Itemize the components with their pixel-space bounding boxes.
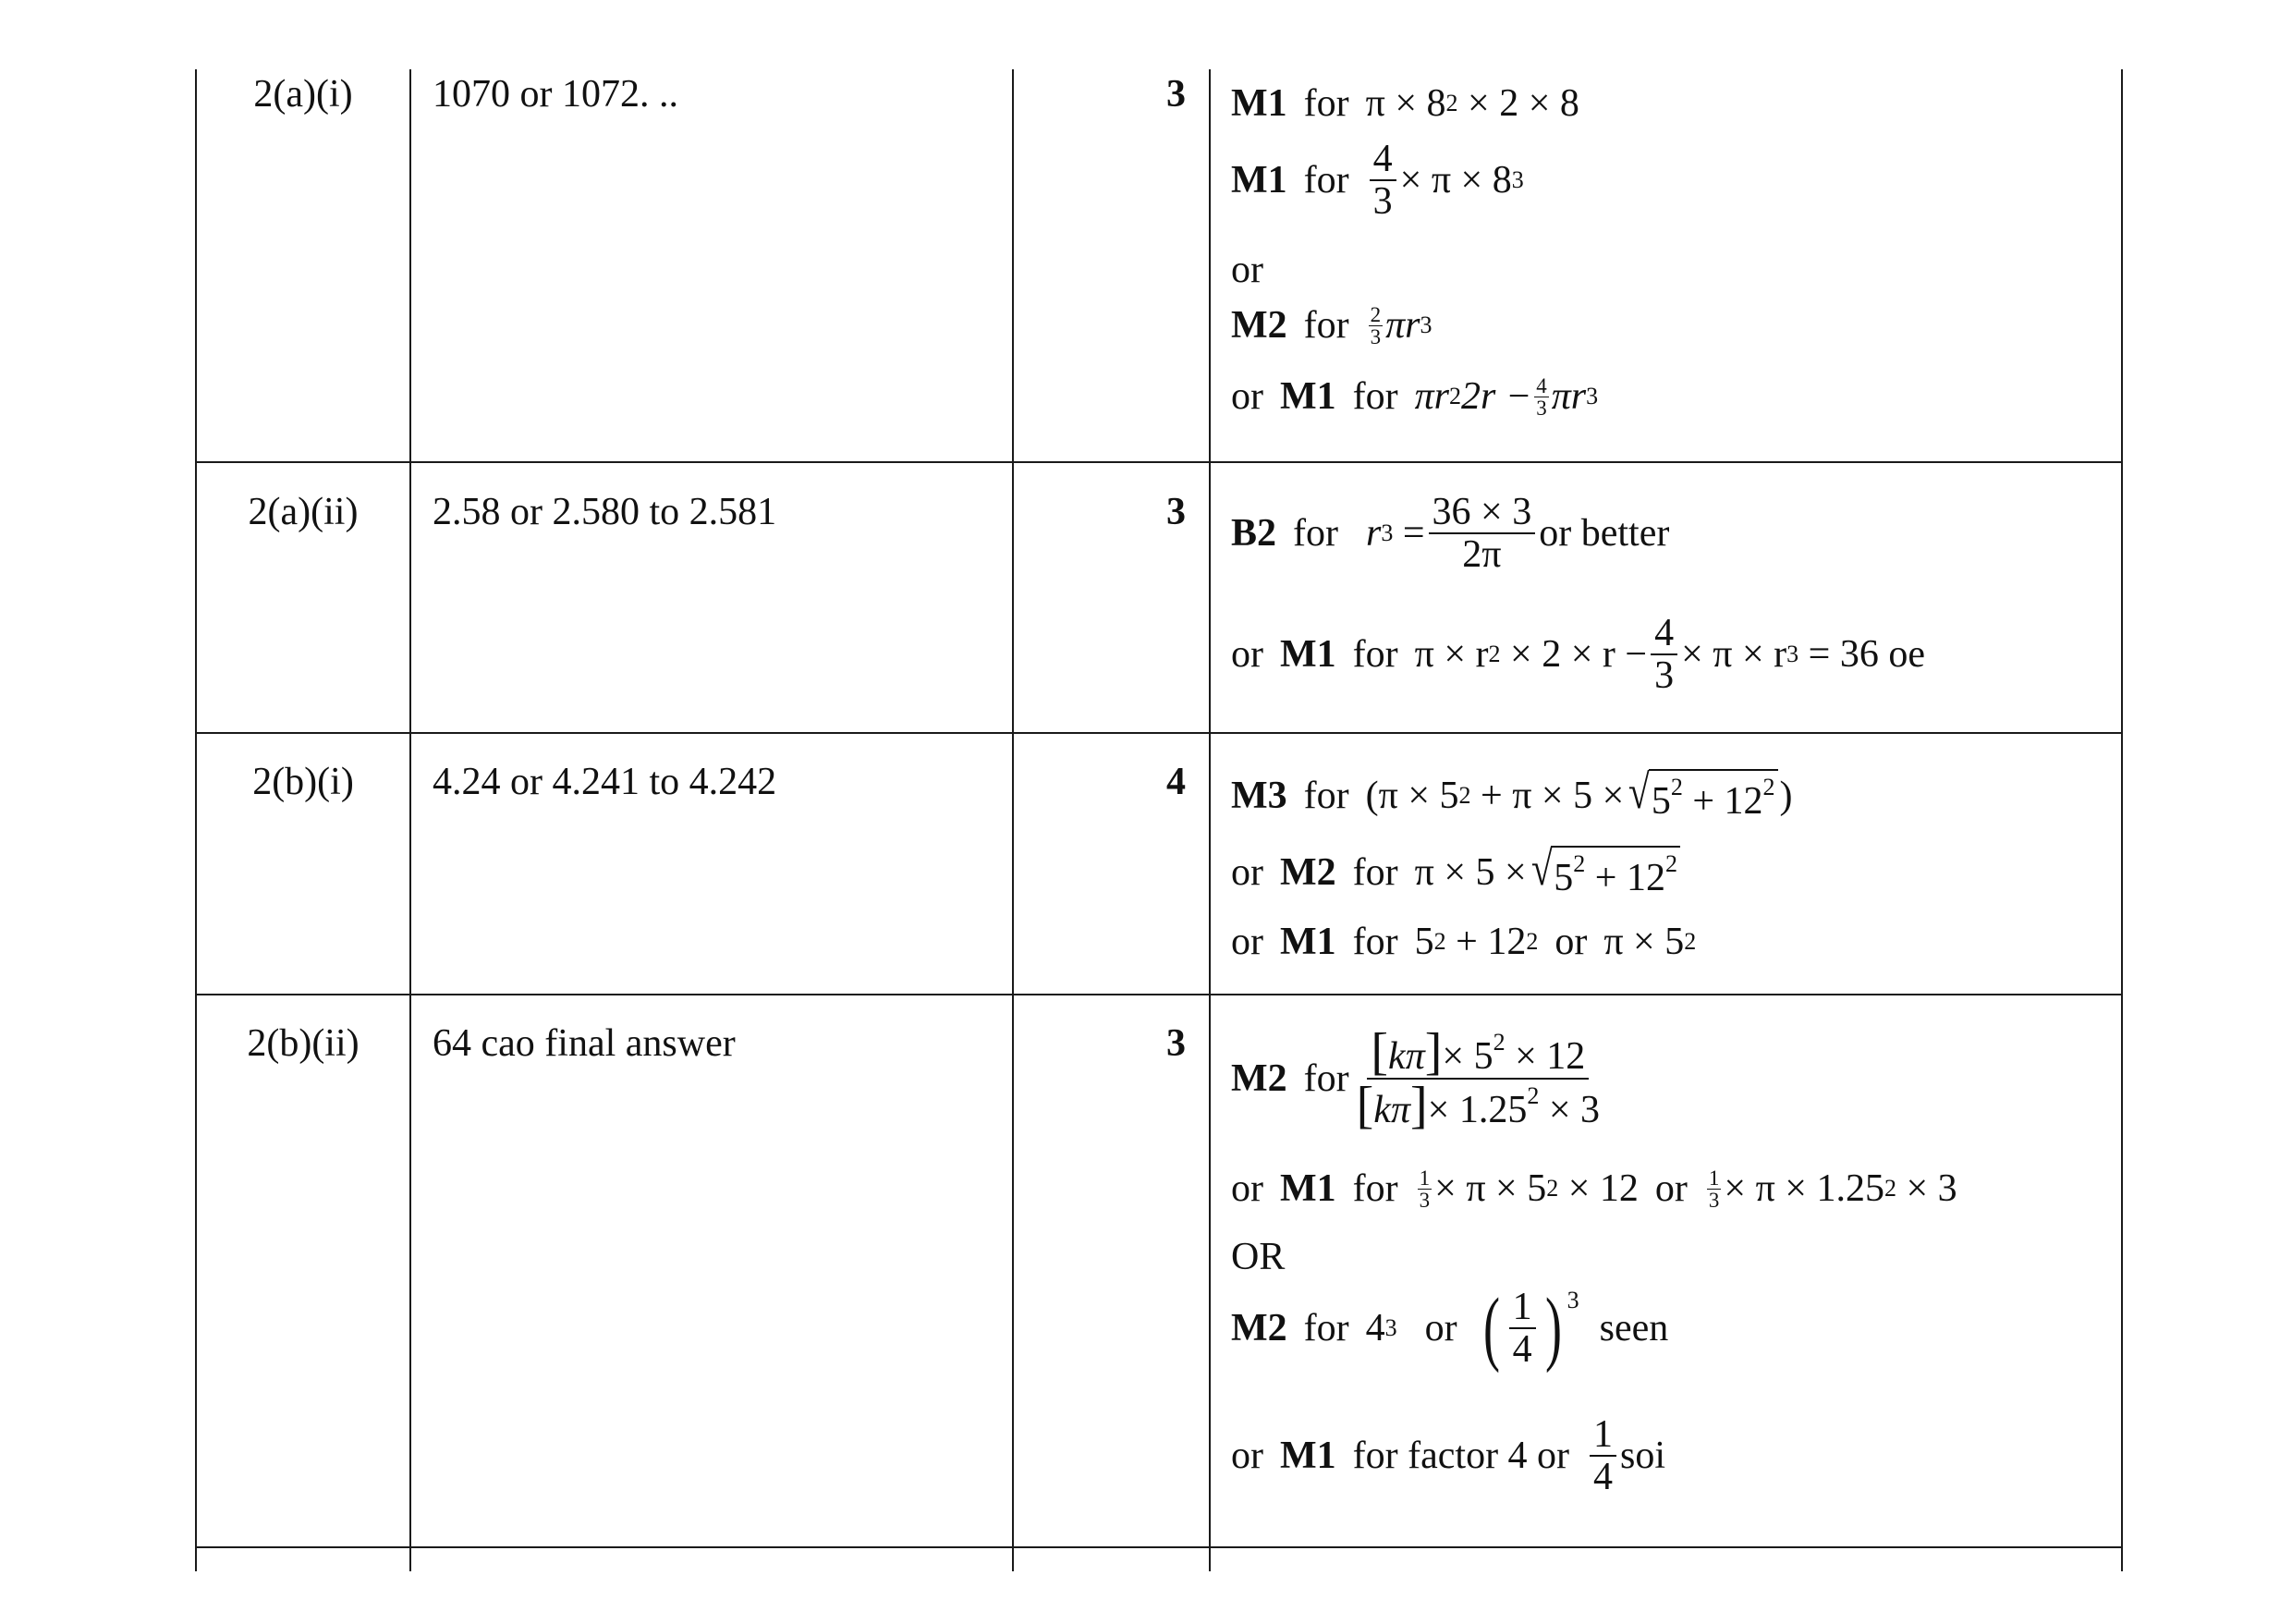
fraction: $\frac{4}{3}$ [1651, 613, 1677, 696]
question-id: 2(b)(i) [252, 761, 354, 803]
fraction: $\frac{1}{4}$ [1590, 1414, 1616, 1497]
mark-note: or M1 for π × r 2 × 2 × r − $\frac{4}{3}$ × π × r 3 = 36 oe [1231, 612, 1925, 698]
question-id: 2(b)(ii) [247, 1022, 360, 1065]
row-divider-3 [195, 994, 2123, 995]
mark-note: B2 for r 3 = $\frac{36 \times 3}{2\pi}$ or better [1231, 491, 1670, 577]
row-divider-1 [195, 461, 2123, 463]
mark-note: M2 for $\frac{[k\pi]\times 5^2 \times 12}{[k\pi]\times 1.25^2 \times 3}$ [1231, 1026, 1607, 1131]
square-root: √ $5^2 + 12^2$ [1626, 769, 1777, 822]
mark-note: M1 for $\frac{4}{3}$ × π × 8 3 [1231, 138, 1524, 224]
fraction: $\frac{4}{3}$ [1536, 373, 1547, 420]
mark-note: or M1 for πr 2 2r − $\frac{4}{3}$ πr 3 [1231, 373, 1599, 420]
fraction: $\frac{1}{3}$ [1708, 1166, 1720, 1212]
mark-note: or M1 for factor 4 or $\frac{1}{4}$ soi [1231, 1413, 1666, 1499]
mark-note: OR [1231, 1236, 1286, 1278]
mark-value: 3 [1166, 73, 1186, 116]
fraction: $\frac{2}{3}$ [1370, 302, 1382, 348]
table-border-right [2121, 69, 2123, 1571]
answer-text: 4.24 or 4.241 to 4.242 [433, 761, 777, 803]
answer-text: 2.58 or 2.580 to 2.581 [433, 491, 777, 533]
column-divider-2 [1012, 69, 1014, 1571]
column-divider-1 [409, 69, 411, 1571]
fraction: $\frac{1}{3}$ [1419, 1166, 1431, 1212]
mark-value: 3 [1166, 491, 1186, 533]
mark-note: M2 for 4 3 or ( $\frac{1}{4}$ ) 3 seen [1231, 1282, 1669, 1374]
answer-text: 64 cao final answer [433, 1022, 736, 1065]
mark-note: M2 for $\frac{2}{3}$ πr 3 [1231, 302, 1432, 348]
mark-note: M1 for π × 8 2 × 2 × 8 [1231, 82, 1579, 125]
table-border-left [195, 69, 197, 1571]
mark-value: 4 [1166, 761, 1186, 803]
row-divider-4 [195, 1546, 2123, 1548]
fraction: $\frac{[k\pi]\times 5^2 \times 12}{[k\pi]\times 1.25^2 \times 3}$ [1356, 1023, 1601, 1134]
parenthesized-fraction: ( $\frac{1}{4}$ ) 3 [1482, 1282, 1579, 1374]
fraction: $\frac{4}{3}$ [1370, 139, 1396, 222]
mark-value: 3 [1166, 1022, 1186, 1065]
mark-note: M3 for (π × 5 2 + π × 5 × √ $5^2 + 12^2$ ) [1231, 766, 1793, 823]
fraction: $\frac{36 \times 3}{2\pi}$ [1429, 492, 1536, 575]
answer-text: 1070 or 1072. .. [433, 73, 678, 116]
question-id: 2(a)(i) [253, 73, 353, 116]
column-divider-3 [1209, 69, 1211, 1571]
mark-note: or M1 for $\frac{1}{3}$ × π × 5 2 × 12 or $\frac{1}{3}$ × π × 1.25 2 × 3 [1231, 1166, 1957, 1212]
mark-note: or [1231, 249, 1263, 291]
row-divider-2 [195, 732, 2123, 734]
mark-note: or M1 for 5 2 + 12 2 or π × 5 2 [1231, 921, 1697, 963]
mark-note: or M2 for π × 5 × √ $5^2 + 12^2$ [1231, 846, 1682, 898]
square-root: √ $5^2 + 12^2$ [1529, 846, 1680, 898]
question-id: 2(a)(ii) [248, 491, 359, 533]
